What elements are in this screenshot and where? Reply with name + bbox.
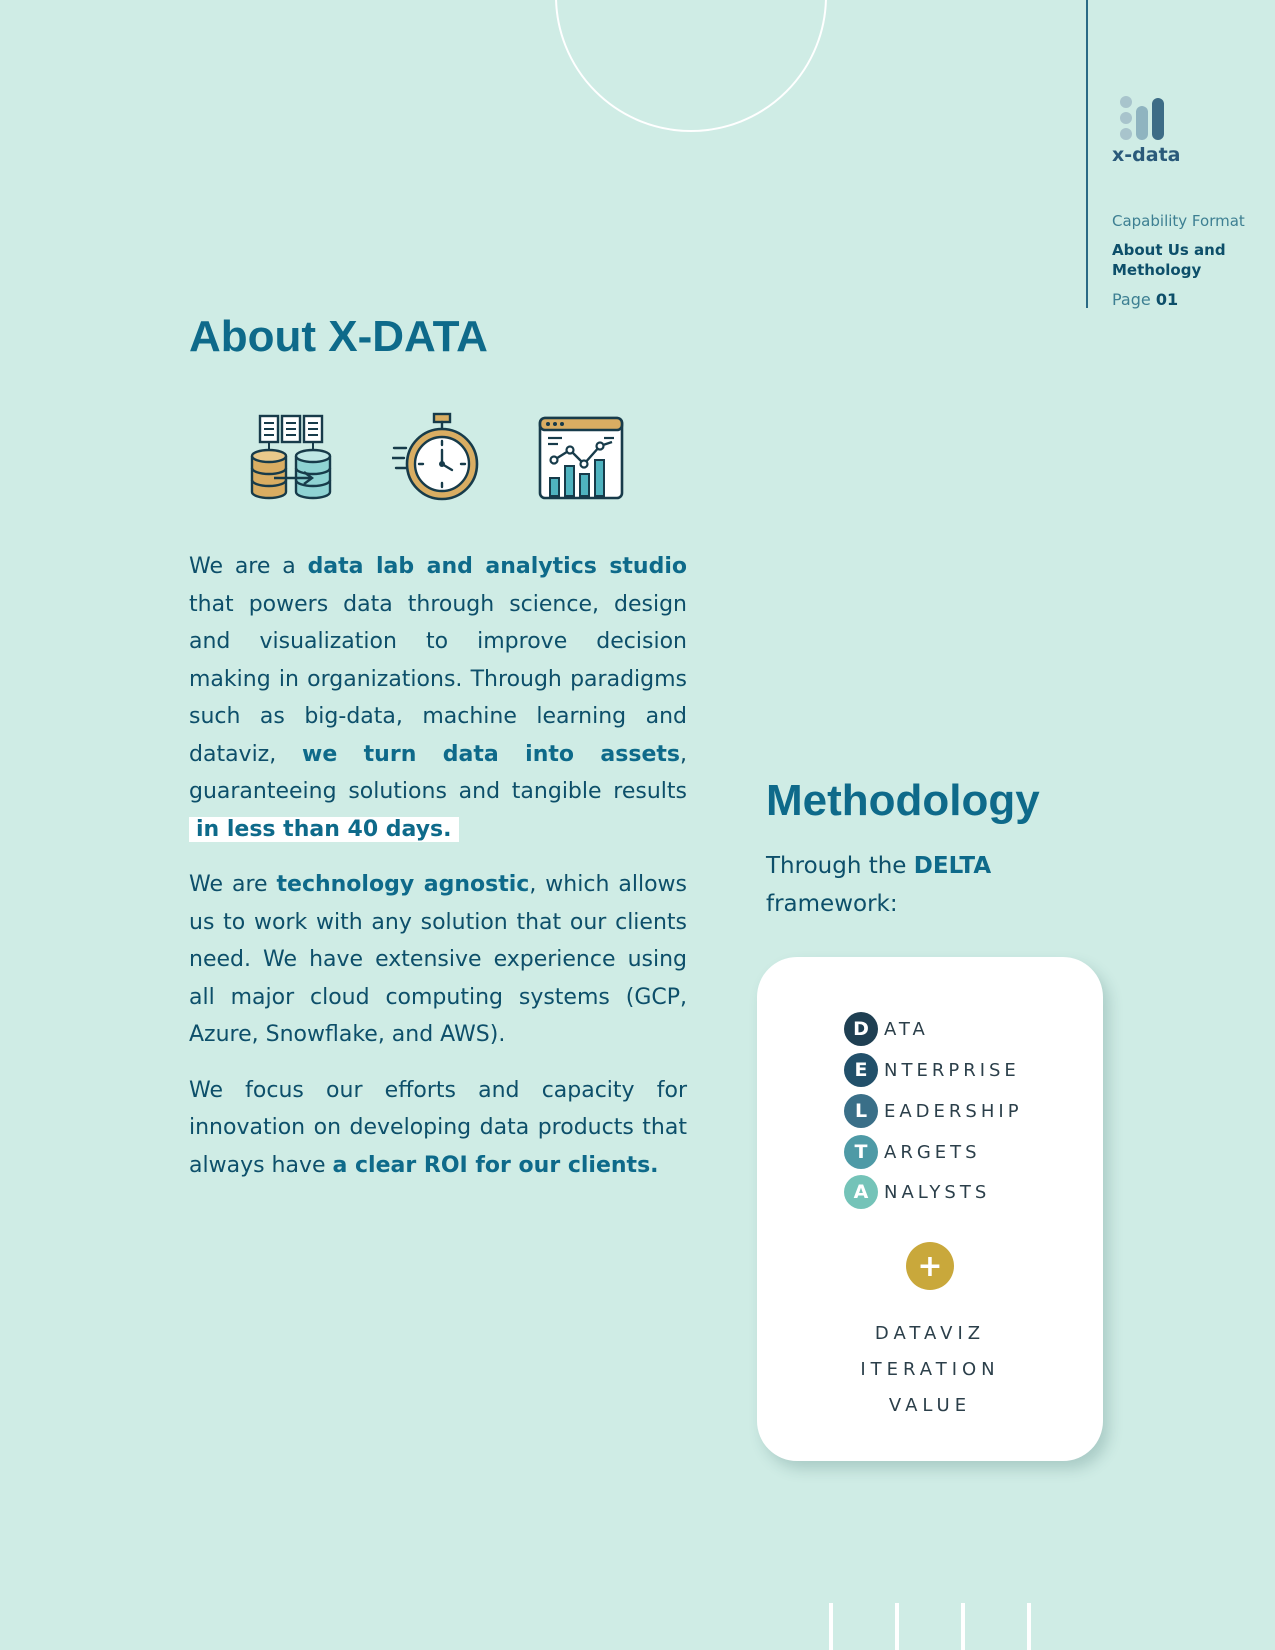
delta-item-data: D ATA xyxy=(844,1012,929,1046)
about-title: About X-DATA xyxy=(189,312,488,361)
analytics-dashboard-icon xyxy=(538,416,624,500)
highlight-40-days: in less than 40 days. xyxy=(189,817,459,842)
extra-value: VALUE xyxy=(888,1395,972,1416)
feature-icons xyxy=(250,412,630,504)
page-indicator xyxy=(1112,290,1272,309)
extra-iteration: ITERATION xyxy=(860,1359,1000,1380)
delta-letter-e: E xyxy=(844,1053,878,1087)
page-number: 01 xyxy=(1155,290,1179,309)
format-label: Capability Format xyxy=(1112,212,1245,230)
page-label: Page xyxy=(1112,290,1151,309)
delta-letter-l: L xyxy=(844,1094,878,1128)
delta-framework-card xyxy=(757,957,1103,1461)
stopwatch-icon xyxy=(392,412,484,502)
sidebar-divider xyxy=(1086,0,1088,308)
methodology-intro: Through the DELTA framework: xyxy=(766,853,992,917)
logo-bars-icon xyxy=(1120,96,1170,142)
delta-item-leadership: L EADERSHIP xyxy=(844,1094,1023,1128)
about-paragraph-2: We are technology agnostic, which allows us to work with any solution that our clients need. We have extensive experience using all major cloud computing systems (GCP, Azure, Snowflake, and AWS). xyxy=(189,872,687,1047)
decorative-bar xyxy=(895,1603,899,1650)
methodology-title: Methodology xyxy=(766,776,1040,825)
brand-logo xyxy=(1112,96,1192,166)
delta-item-enterprise: E NTERPRISE xyxy=(844,1053,1020,1087)
delta-letter-d: D xyxy=(844,1012,878,1046)
logo-wordmark: x-data xyxy=(1112,144,1181,166)
about-body xyxy=(189,548,687,1202)
delta-item-analysts: A NALYSTS xyxy=(844,1175,990,1209)
extra-dataviz: DATAVIZ xyxy=(874,1323,986,1344)
about-paragraph-3: We focus our efforts and capacity for innovation on developing data products that always have a clear ROI for our clients. xyxy=(189,1077,687,1178)
delta-item-targets: T ARGETS xyxy=(844,1135,981,1169)
about-paragraph-1: We are a data lab and analytics studio that powers data through science, design and visualization to improve decision making in organizations. Through paradigms such as big-data, machine learning and dataviz, we turn data into assets, guaranteeing solutions and tangible results in less than 40 days. xyxy=(189,554,687,842)
decorative-bar xyxy=(961,1603,965,1650)
decorative-bar xyxy=(1027,1603,1031,1650)
section-title: About Us and Methology xyxy=(1112,241,1226,279)
decorative-bar xyxy=(829,1603,833,1650)
delta-letter-t: T xyxy=(844,1135,878,1169)
database-transfer-icon xyxy=(250,414,336,500)
decorative-circle xyxy=(555,0,827,132)
document-meta xyxy=(1112,212,1272,309)
plus-icon: + xyxy=(906,1242,954,1290)
delta-letter-a: A xyxy=(844,1175,878,1209)
